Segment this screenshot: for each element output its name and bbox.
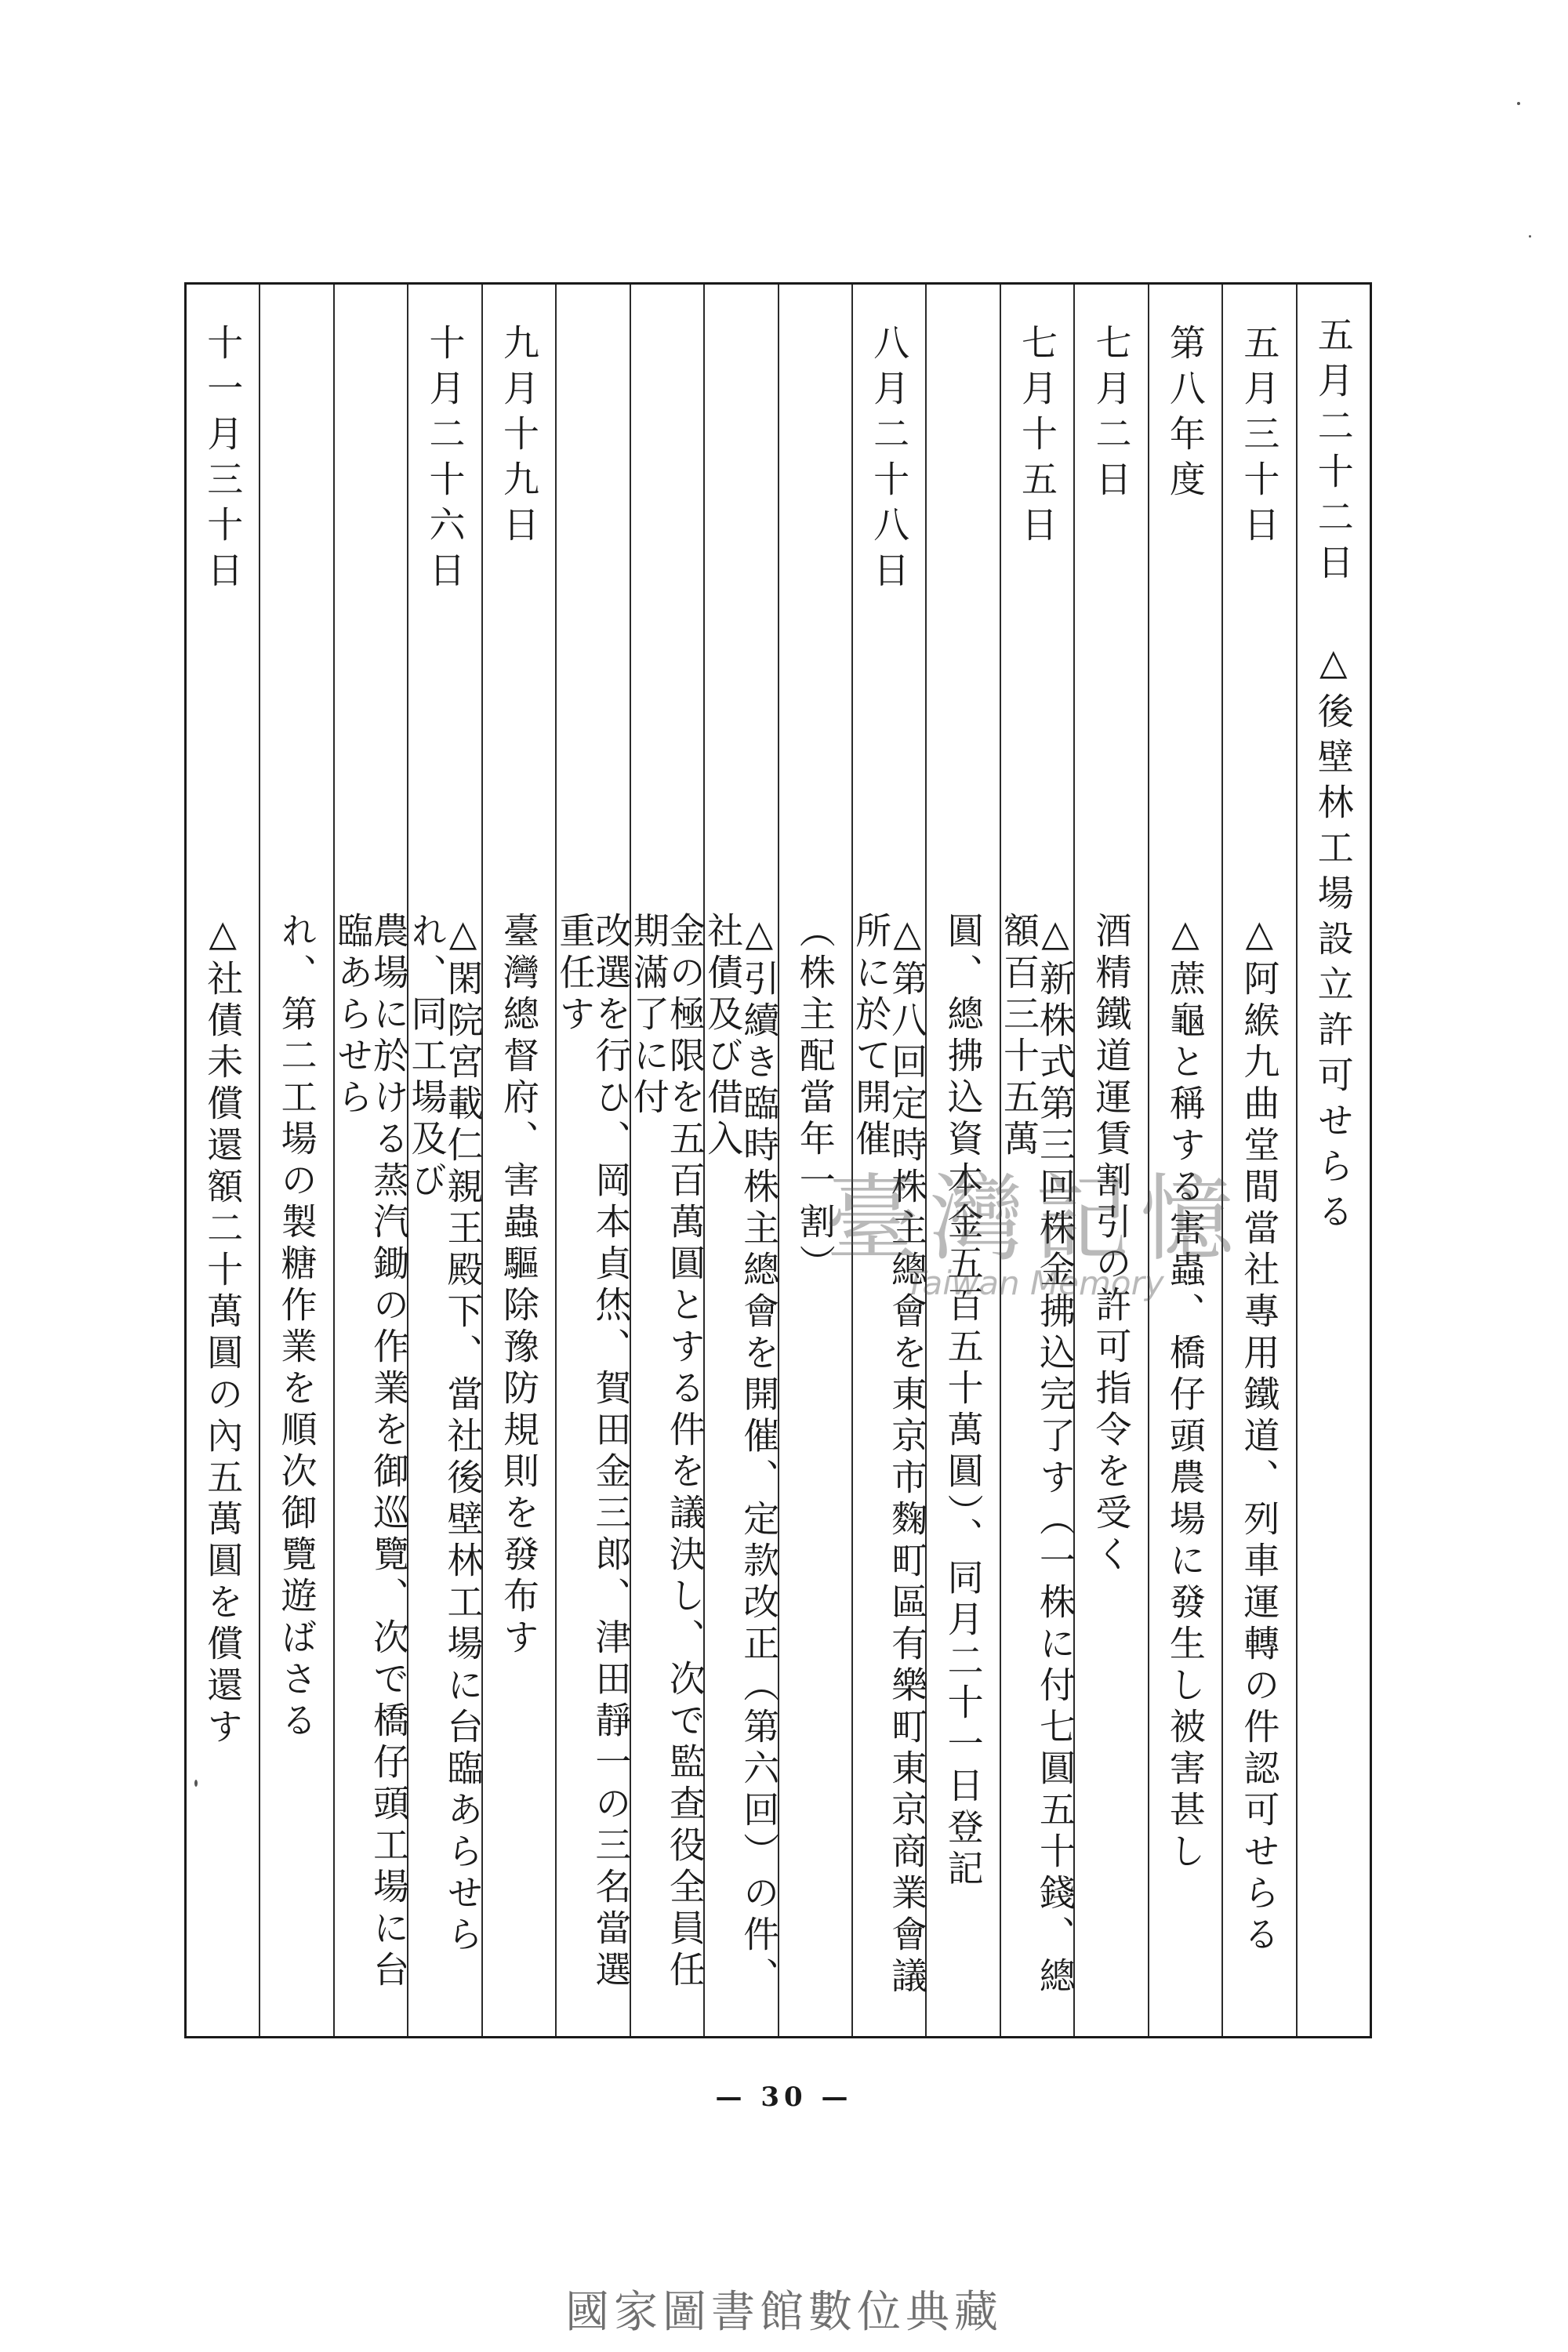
watermark-chinese: 臺灣記憶 [825, 1165, 1245, 1274]
entry-text: 酒精鐵道運賃割引の許可指令を受く [1090, 912, 1133, 1577]
entry-date: 五月三十日 [1238, 324, 1281, 551]
entry-text: △新株式第三回株金拂込完了す（一株に付七圓五十錢、總額百三十五萬 [998, 912, 1077, 1998]
entry-date [557, 324, 629, 888]
entry-column [1296, 285, 1370, 2036]
entry-date: 第八年度 [1163, 324, 1207, 506]
entry-column [1221, 285, 1295, 2036]
chronology-table [184, 282, 1372, 2038]
entry-date [260, 324, 332, 888]
entry-date [631, 324, 703, 888]
entry-date [335, 324, 407, 888]
entry-text: 臺灣總督府、害蟲驅除豫防規則を發布す [497, 912, 540, 1660]
entry-column [850, 285, 929, 2036]
entry-date: 七月二日 [1090, 324, 1133, 506]
entry-column [1148, 285, 1221, 2036]
entry-text: 改選を行ひ、岡本貞烋、賀田金三郎、津田靜一の三名當選重任す [554, 912, 633, 1992]
entry-column [702, 285, 781, 2036]
entry-text: △閑院宮載仁親王殿下、當社後壁林工場に台臨あらせられ、同工場及び [405, 912, 485, 1957]
entry-text: △引續き臨時株主總會を開催、定款改正（第六回）の件、社債及び借入 [702, 912, 781, 1998]
entry-date: 十一月三十日 [201, 324, 245, 597]
entry-column [405, 285, 485, 2036]
entry-date [705, 324, 777, 888]
entry-date: 九月十九日 [497, 324, 540, 551]
footer-credit: 國家圖書館數位典藏 [565, 2287, 1003, 2338]
entry-column [554, 285, 633, 2036]
entry-text: 農場に於ける蒸汽鋤の作業を御巡覽、次で橋仔頭工場に台臨あらせら [332, 912, 411, 1992]
entry-text: △社債未償還額二十萬圓の內五萬圓を償還す [201, 912, 245, 1749]
entry-date: 八月二十八日 [868, 324, 911, 597]
entry-date [927, 324, 999, 888]
entry-column [1073, 285, 1147, 2036]
watermark-english: Taiwan Memory [906, 1264, 1164, 1302]
entry-column [627, 285, 706, 2036]
entry-text: 圓、總拂込資本金五百五十萬圓）、同月二十一日登記 [942, 912, 985, 1891]
entry-column [925, 285, 999, 2036]
entry-date: 七月十五日 [1016, 324, 1059, 551]
entry-text: △阿緱九曲堂間當社專用鐵道、列車運轉の件認可せらる [1238, 912, 1281, 1957]
entry-column [332, 285, 411, 2036]
entry-column [187, 285, 259, 2036]
entry-column [998, 285, 1077, 2036]
page-number: — 30 — [715, 2082, 853, 2113]
entry-text: 五月二十二日 △後壁林工場設立許可せらる [1312, 316, 1355, 1238]
watermark-logo [784, 1165, 1286, 1309]
entry-column [778, 285, 851, 2036]
entry-text: （株主配當年一割） [793, 912, 837, 1286]
entry-text: れ、第二工場の製糖作業を順次御覽遊ばさる [275, 912, 318, 1743]
entry-date [779, 324, 851, 888]
entry-date: 十月二十六日 [423, 324, 466, 597]
entry-text: △第八回定時株主總會を東京市麴町區有樂町東京商業會議所に於て開催 [850, 912, 929, 1998]
entry-text: 金の極限を五百萬圓とする件を議決し、次で監查役全員任期滿了に付 [627, 912, 706, 1992]
entry-text: △蔗龜と稱する害蟲、橋仔頭農場に發生し被害甚し [1163, 912, 1207, 1874]
entry-column [259, 285, 332, 2036]
entry-column [481, 285, 555, 2036]
